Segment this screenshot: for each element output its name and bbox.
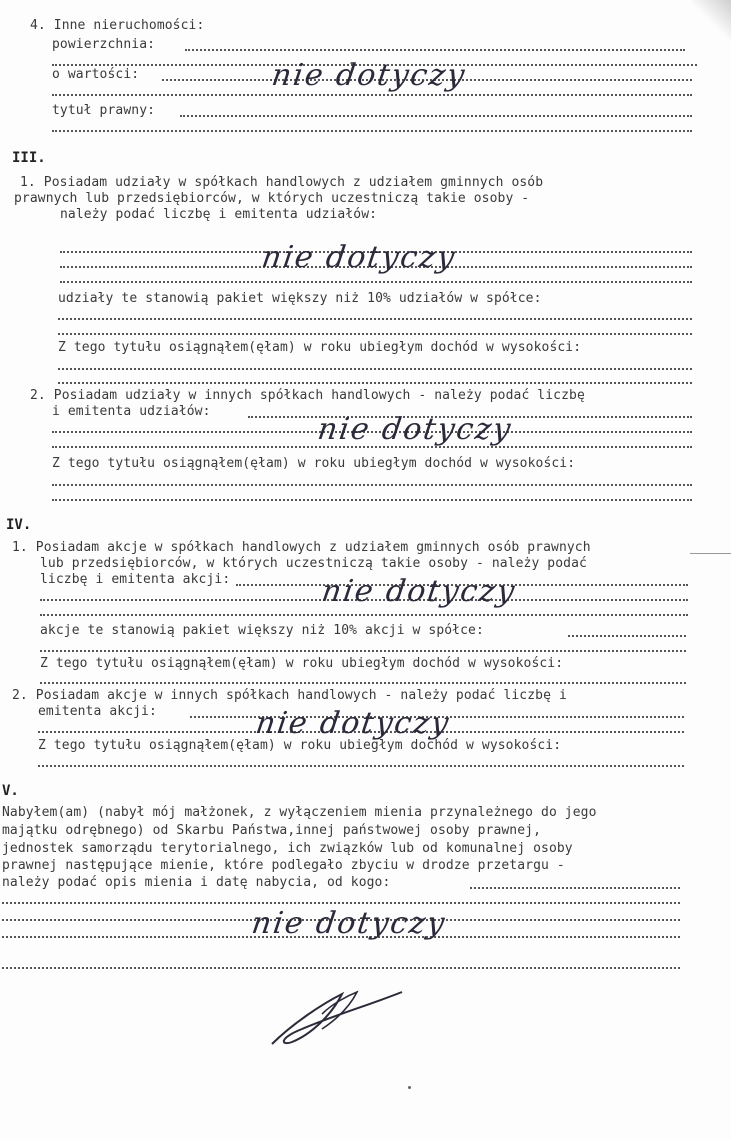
scan-edge-line bbox=[690, 553, 731, 554]
section-iv-number: IV. bbox=[6, 517, 32, 533]
fill-line bbox=[568, 635, 686, 637]
section-iii-p2-line2: i emitenta udziałów: bbox=[52, 404, 211, 419]
fill-line bbox=[470, 887, 680, 889]
section-v-line1: Nabyłem(am) (nabył mój małżonek, z wyłączeniem mienia przynależnego do jego bbox=[2, 805, 597, 820]
handwritten-answer: nie dotyczy bbox=[269, 58, 469, 93]
fill-line bbox=[2, 902, 680, 904]
section-iv-pakiet: akcje te stanowią pakiet większy niż 10% akcji w spółce: bbox=[40, 623, 484, 638]
fill-line bbox=[40, 682, 686, 684]
fill-line bbox=[52, 94, 692, 96]
page-corner-fold bbox=[691, 0, 731, 40]
fill-line bbox=[60, 281, 692, 283]
section-iii-dochod2: Z tego tytułu osiągnąłem(ęłam) w roku ubiegłym dochód w wysokości: bbox=[52, 456, 576, 471]
section-v-line2: majątku odrębnego) od Skarbu Państwa,innej państwowej osoby prawnej, bbox=[2, 823, 542, 838]
section-iv-p1-line2: lub przedsiębiorców, w których uczestniczą takie osoby - należy podać bbox=[40, 556, 587, 571]
tytul-prawny-label: tytuł prawny: bbox=[52, 103, 156, 118]
section-v-line3: jednostek samorządu terytorialnego, ich związków lub od komunalnej osoby bbox=[2, 841, 573, 856]
fill-line bbox=[58, 318, 692, 320]
section-iv-dochod1: Z tego tytułu osiągnąłem(ęłam) w roku ubiegłym dochód w wysokości: bbox=[40, 656, 564, 671]
section-iii-p1-line1: 1. Posiadam udziały w spółkach handlowych z udziałem gminnych osób bbox=[20, 175, 544, 190]
fill-line bbox=[40, 614, 688, 616]
fill-line bbox=[58, 382, 692, 384]
fill-line bbox=[52, 484, 692, 486]
fill-line bbox=[52, 130, 692, 132]
fill-line bbox=[58, 333, 692, 335]
section-iv-p2-line1: 2. Posiadam akcje w innych spółkach handlowych - należy podać liczbę i bbox=[12, 688, 567, 703]
fill-line bbox=[40, 650, 686, 652]
fill-line bbox=[185, 49, 685, 51]
section-iii-pakiet: udziały te stanowią pakiet większy niż 10% udziałów w spółce: bbox=[58, 291, 542, 306]
signature-mark bbox=[262, 984, 412, 1054]
section-iii-p1-line2: prawnych lub przedsiębiorców, w których uczestniczą takie osoby - bbox=[14, 191, 530, 206]
powierzchnia-label: powierzchnia: bbox=[52, 37, 156, 52]
section-v-line4: prawnej następujące mienie, które podlegało zbyciu w drodze przetargu - bbox=[2, 858, 565, 873]
handwritten-answer: nie dotyczy bbox=[249, 906, 449, 941]
section-iv-p2-line2: emitenta akcji: bbox=[38, 704, 157, 719]
fill-line bbox=[2, 967, 680, 969]
section-iii-p1-line3: należy podać liczbę i emitenta udziałów: bbox=[60, 207, 378, 222]
dot-mark bbox=[408, 1086, 411, 1089]
o-wartosci-label: o wartości: bbox=[52, 67, 140, 82]
handwritten-answer: nie dotyczy bbox=[259, 240, 459, 275]
section-iii-number: III. bbox=[12, 150, 46, 166]
fill-line bbox=[180, 115, 692, 117]
fill-line bbox=[52, 499, 692, 501]
section-iv-p1-line1: 1. Posiadam akcje w spółkach handlowych z udziałem gminnych osób prawnych bbox=[12, 540, 591, 555]
item4-label: 4. Inne nieruchomości: bbox=[30, 18, 205, 33]
handwritten-answer: nie dotyczy bbox=[319, 574, 519, 609]
section-iv-dochod2: Z tego tytułu osiągnąłem(ęłam) w roku ubiegłym dochód w wysokości: bbox=[38, 738, 562, 753]
handwritten-answer: nie dotyczy bbox=[315, 412, 515, 447]
section-iii-dochod1: Z tego tytułu osiągnąłem(ęłam) w roku ubiegłym dochód w wysokości: bbox=[58, 340, 582, 355]
section-iii-p2-line1: 2. Posiadam udziały w innych spółkach handlowych - należy podać liczbę bbox=[30, 388, 585, 403]
fill-line bbox=[58, 368, 692, 370]
handwritten-answer: nie dotyczy bbox=[253, 706, 453, 741]
fill-line bbox=[38, 765, 684, 767]
section-v-number: V. bbox=[2, 783, 19, 799]
section-iv-p1-line3: liczbę i emitenta akcji: bbox=[40, 572, 231, 587]
section-v-line5: należy podać opis mienia i datę nabycia, od kogo: bbox=[2, 875, 391, 890]
